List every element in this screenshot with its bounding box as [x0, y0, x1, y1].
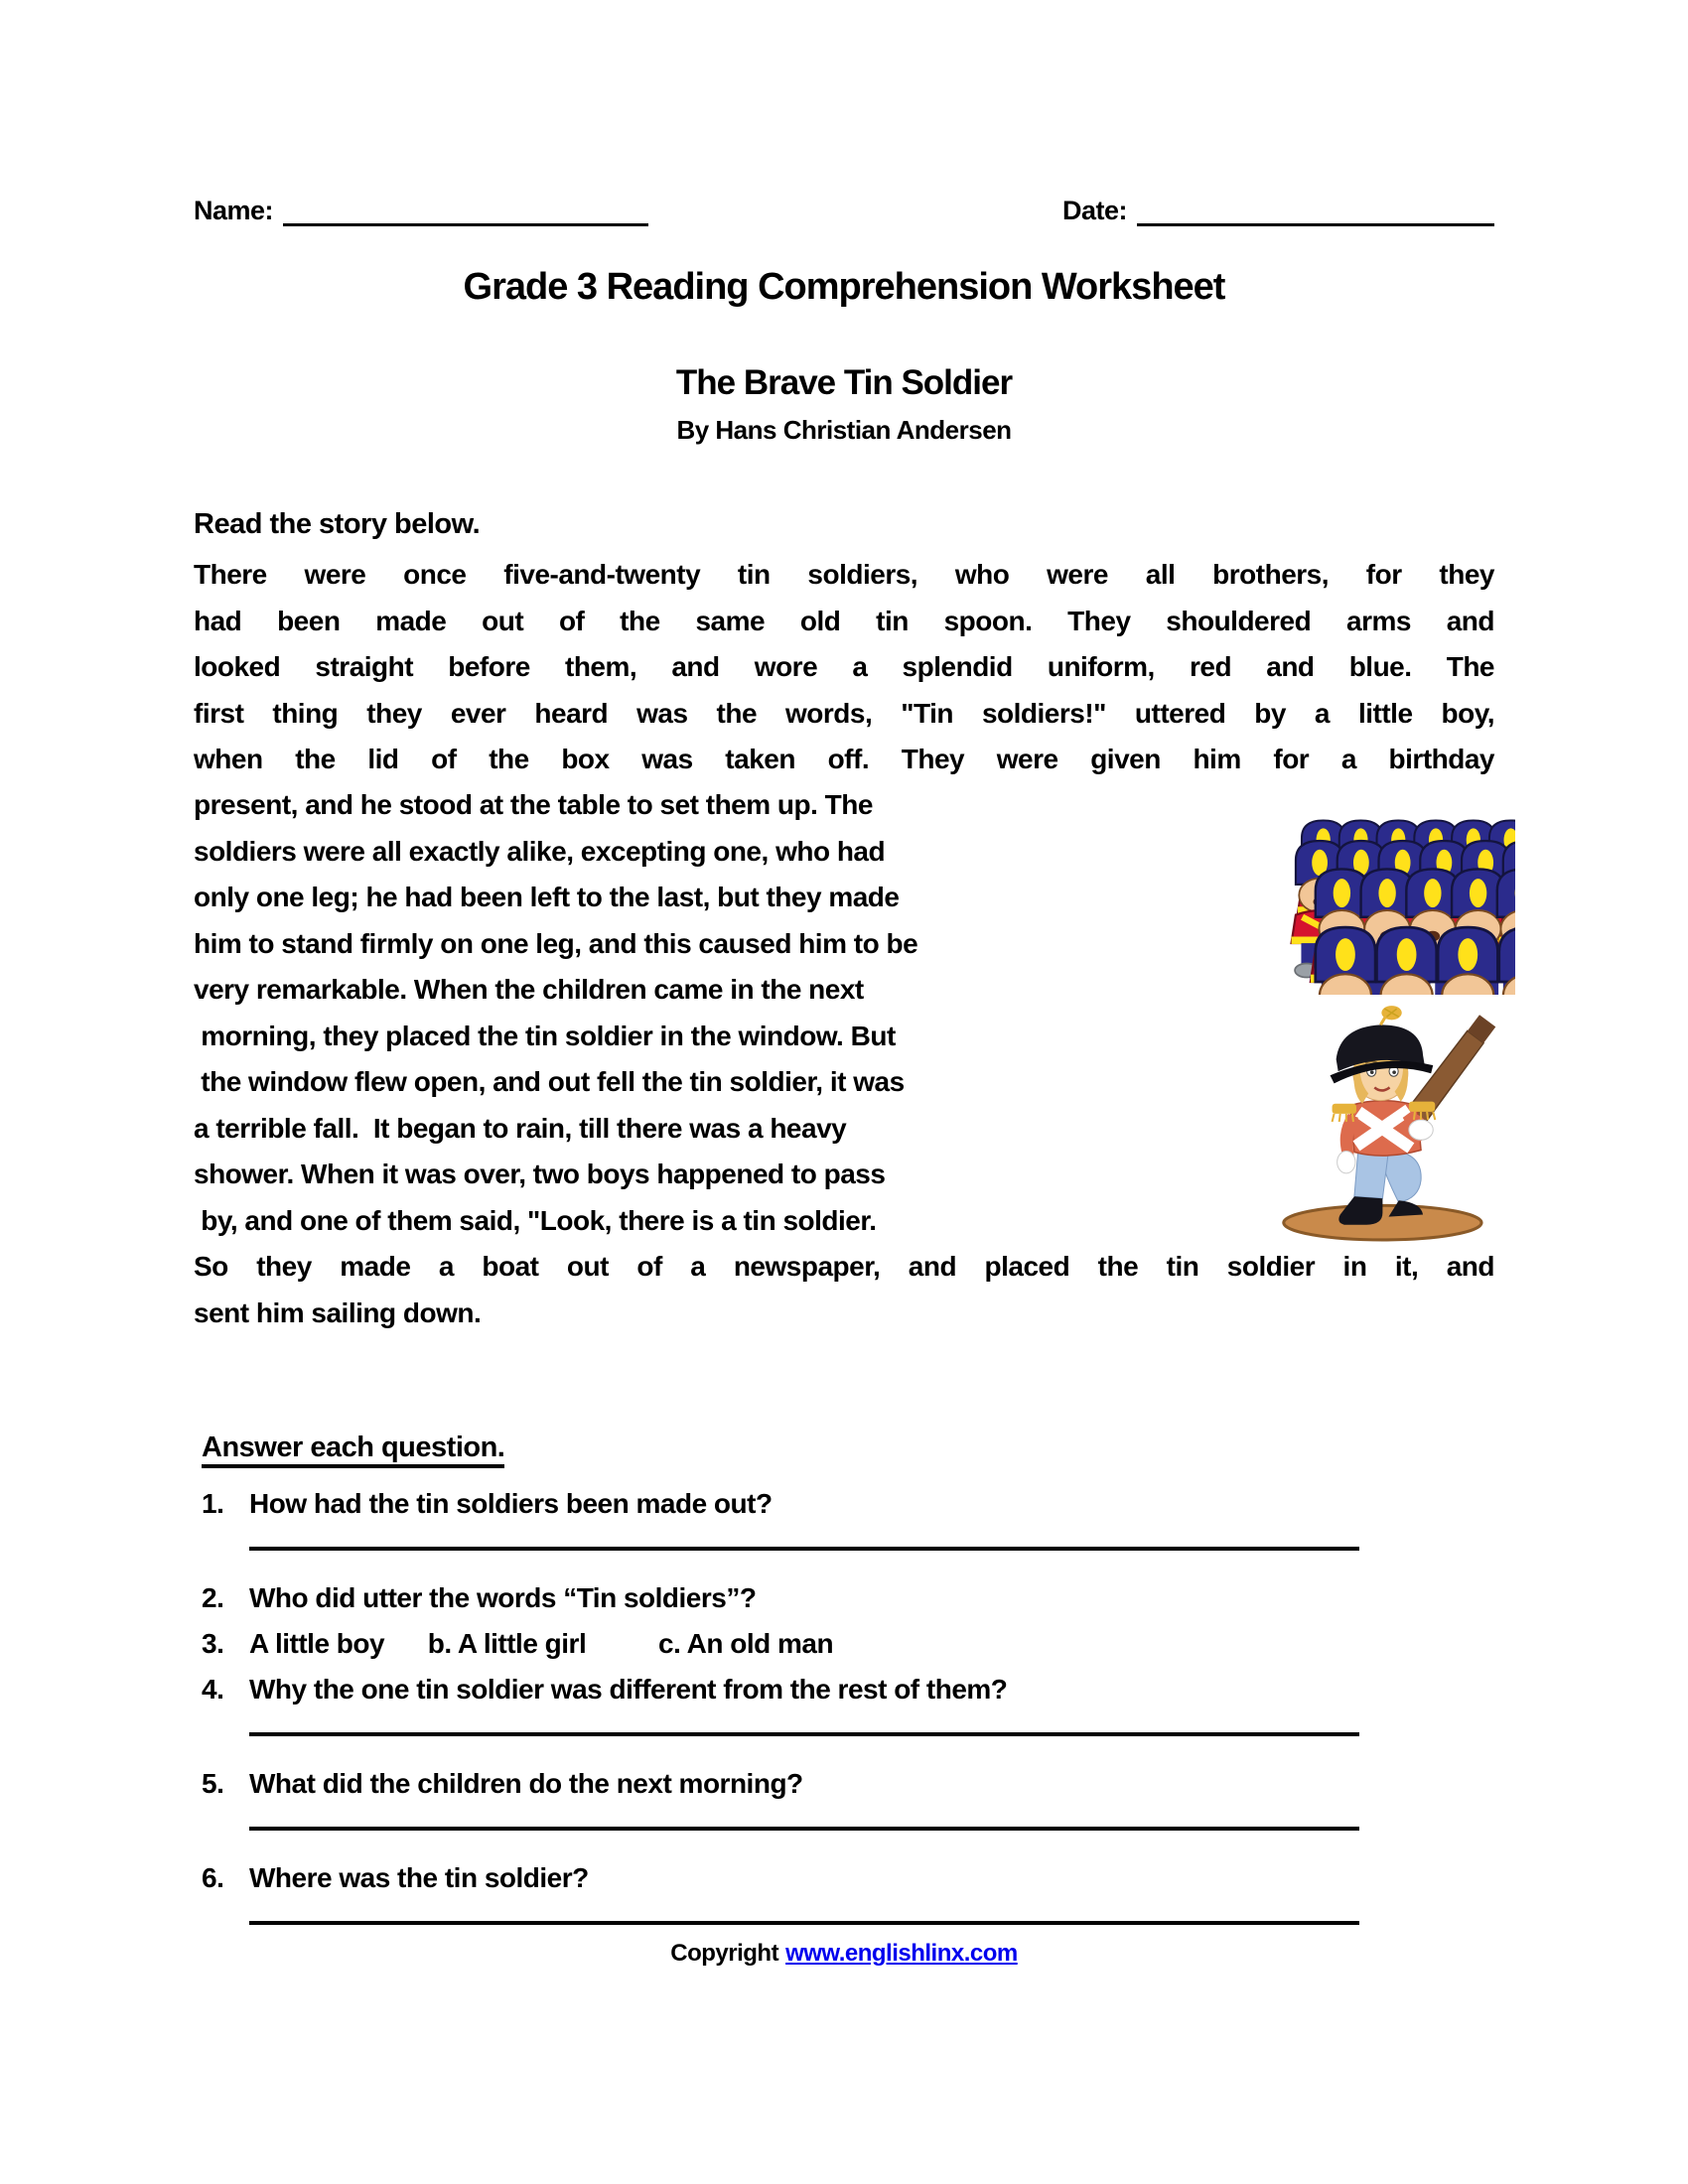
story-line: present, and he stood at the table to set them up. The	[194, 789, 873, 820]
answer-blank-line[interactable]	[249, 1547, 1359, 1551]
header	[194, 195, 1494, 226]
answer-blank-line[interactable]	[249, 1827, 1359, 1831]
answer-heading: Answer each question.	[202, 1431, 504, 1468]
question-item	[202, 1575, 1494, 1621]
question-item	[202, 1667, 1494, 1736]
question-text: Why the one tin soldier was different from the rest of them?	[249, 1674, 1008, 1705]
tin-soldiers-group-image	[1160, 814, 1515, 995]
date-field	[1062, 195, 1494, 226]
date-label: Date:	[1061, 196, 1127, 225]
story-line: looked straight before them, and wore a splendid uniform, red and blue. The	[194, 651, 1494, 682]
date-blank-line[interactable]	[1137, 196, 1494, 226]
story-line: sent him sailing down.	[194, 1297, 482, 1328]
questions-section	[202, 1431, 1494, 1950]
story-line: There were once five-and-twenty tin soldiers, who were all brothers, for they	[194, 559, 1494, 590]
question-item	[202, 1481, 1494, 1551]
story-line: So they made a boat out of a newspaper, and placed the tin soldier in it, and	[194, 1251, 1494, 1282]
story-line: had been made out of the same old tin spoon. They shouldered arms and	[194, 605, 1494, 636]
bent-leg	[1382, 1150, 1421, 1202]
left-glove	[1409, 1120, 1433, 1140]
name-blank-line[interactable]	[283, 196, 648, 226]
question-text: What did the children do the next morning?	[249, 1768, 803, 1799]
story-line: by, and one of them said, "Look, there is a tin soldier.	[194, 1204, 877, 1236]
copyright-label: Copyright	[670, 1940, 779, 1967]
question-number: 2.	[202, 1582, 224, 1613]
footer	[0, 1940, 1688, 1968]
question-item	[202, 1761, 1494, 1831]
question-number: 3.	[202, 1628, 224, 1659]
name-field	[194, 195, 648, 226]
question-item	[202, 1621, 1494, 1667]
front-boot	[1338, 1196, 1382, 1224]
story-line: first thing they ever heard was the words, "Tin soldiers!" uttered by a little boy,	[194, 697, 1494, 729]
right-glove	[1337, 1151, 1355, 1172]
story-line: morning, they placed the tin soldier in the window. But	[194, 1020, 896, 1051]
story-line: the window flew open, and out fell the tin soldier, it was	[194, 1066, 905, 1097]
page-title: Grade 3 Reading Comprehension Worksheet	[463, 266, 1225, 308]
questions-list	[202, 1481, 1494, 1925]
answer-blank-line[interactable]	[249, 1732, 1359, 1736]
story-paragraph-bottom	[194, 1244, 1494, 1336]
story-paragraph-wrapped	[194, 782, 1125, 1244]
question-number: 6.	[202, 1862, 224, 1893]
question-text: Where was the tin soldier?	[249, 1862, 589, 1893]
question-text: A little boy b. A little girl c. An old man	[249, 1628, 834, 1659]
soldier-row-front	[1310, 927, 1515, 995]
story-line: a terrible fall. It began to rain, till there was a heavy	[194, 1112, 847, 1144]
question-text: How had the tin soldiers been made out?	[249, 1488, 773, 1519]
story-line: when the lid of the box was taken off. They were given him for a birthday	[194, 744, 1494, 774]
bent-boot	[1389, 1200, 1424, 1216]
story-line: him to stand firmly on one leg, and this caused him to be	[194, 927, 918, 959]
story-paragraph-top	[194, 552, 1494, 783]
answer-blank-line[interactable]	[249, 1921, 1359, 1925]
question-number: 4.	[202, 1674, 224, 1705]
read-instruction: Read the story below.	[194, 508, 481, 540]
copyright-link[interactable]: www.englishlinx.com	[785, 1940, 1018, 1967]
story-line: shower. When it was over, two boys happened to pass	[194, 1159, 886, 1189]
story-line: soldiers were all exactly alike, excepting one, who had	[194, 835, 886, 867]
question-number: 5.	[202, 1768, 224, 1799]
story-title: The Brave Tin Soldier	[675, 363, 1013, 402]
question-number: 1.	[202, 1488, 224, 1519]
name-label: Name:	[194, 196, 274, 225]
story-line: only one leg; he had been left to the last, but they made	[194, 882, 900, 912]
story-line: very remarkable. When the children came in the next	[194, 974, 864, 1005]
question-item	[202, 1855, 1494, 1925]
story-byline: By Hans Christian Andersen	[676, 415, 1012, 445]
question-text: Who did utter the words “Tin soldiers”?	[249, 1582, 757, 1613]
tin-soldier-single-image	[1269, 1001, 1507, 1243]
